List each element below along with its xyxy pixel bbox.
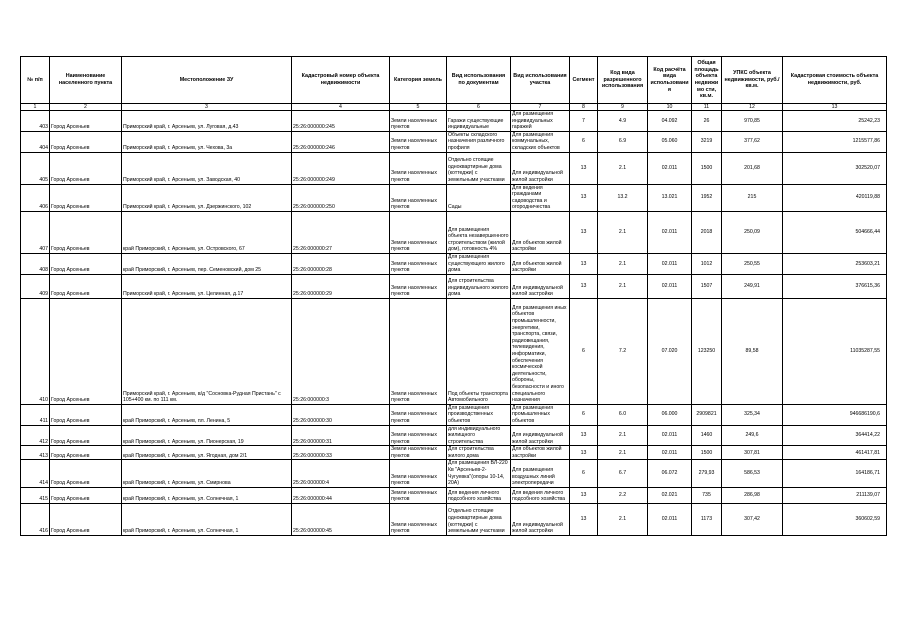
row-number-cell: 410 [21,298,50,404]
column-number: 9 [598,104,648,111]
locality-cell: Город Арсеньев [50,111,122,132]
segment-cell: 13 [570,446,598,460]
address-cell: край Приморский, г. Арсеньев, ул. Солнечная, 1 [122,503,292,535]
plot-use-cell: Для ведения личного подсобного хозяйства [511,487,570,503]
locality-cell: Город Арсеньев [50,425,122,446]
header-cell: УПКС объекта недвижимости, руб./кв.м. [722,57,783,104]
header-cell: Местоположение ЗУ [122,57,292,104]
cadastral-value-cell: 376615,36 [783,274,887,298]
vri-code-cell: 2.2 [598,487,648,503]
address-cell: край Приморский, г. Арсеньев, пл. Ленина, 5 [122,404,292,425]
header-cell: Общая площадь объекта недвижимо сти, кв.м. [692,57,722,104]
locality-cell: Город Арсеньев [50,404,122,425]
table-row [21,131,887,152]
header-cell: Категория земель [390,57,447,104]
cadastral-value-cell: 946686190,6 [783,404,887,425]
plot-use-cell: Для объектов жилой застройки [511,446,570,460]
plot-use-cell: Для размещения промышленных объектов [511,404,570,425]
plot-use-cell: Для индивидуальной жилой застройки [511,274,570,298]
column-number: 12 [722,104,783,111]
cadastral-number-cell: 25:26:000000:33 [292,446,390,460]
land-category-cell: Земли населенных пунктов [390,487,447,503]
locality-cell: Город Арсеньев [50,460,122,487]
address-cell: Приморский край, г. Арсеньев, ул. Целинная, д.17 [122,274,292,298]
upks-cell: 250,09 [722,211,783,253]
cadastral-value-sheet [20,56,886,536]
calc-code-cell: 02.021 [648,487,692,503]
row-number-cell: 412 [21,425,50,446]
area-cell: 1173 [692,503,722,535]
header-cell: № п/п [21,57,50,104]
upks-cell: 307,81 [722,446,783,460]
table-row [21,446,887,460]
header-row [21,57,887,104]
land-category-cell: Земли населенных пунктов [390,446,447,460]
address-cell: Приморский край, г. Арсеньев, ул. Заводская, 40 [122,152,292,184]
calc-code-cell: 02.011 [648,446,692,460]
cadastral-value-cell: 25242,23 [783,111,887,132]
cadastral-value-cell: 461417,81 [783,446,887,460]
vri-code-cell: 6.0 [598,404,648,425]
cadastral-number-cell: 25:26:000000:45 [292,503,390,535]
cadastral-value-cell: 420119,88 [783,184,887,211]
plot-use-cell: Для индивидуальной жилой застройки [511,425,570,446]
land-category-cell: Земли населенных пунктов [390,425,447,446]
table-row [21,425,887,446]
column-number: 4 [292,104,390,111]
cadastral-number-cell: 25:26:000000:31 [292,425,390,446]
upks-cell: 201,68 [722,152,783,184]
calc-code-cell: 02.011 [648,253,692,274]
row-number-cell: 408 [21,253,50,274]
vri-code-cell: 6.7 [598,460,648,487]
land-category-cell: Земли населенных пунктов [390,298,447,404]
vri-code-cell: 6.9 [598,131,648,152]
vri-code-cell: 2.1 [598,253,648,274]
segment-cell: 13 [570,152,598,184]
document-use-cell: для индивидуального жилищного строительства [447,425,511,446]
address-cell: край Приморский, г. Арсеньев, пер. Семеновский, дом 25 [122,253,292,274]
land-category-cell: Земли населенных пунктов [390,111,447,132]
address-cell: Приморский край, г. Арсеньев, ул. Дзержинского, 102 [122,184,292,211]
column-number: 3 [122,104,292,111]
calc-code-cell: 04.092 [648,111,692,132]
cadastral-value-cell: 360602,59 [783,503,887,535]
segment-cell: 6 [570,460,598,487]
table-row [21,298,887,404]
plot-use-cell: Для объектов жилой застройки [511,211,570,253]
header-cell: Сегмент [570,57,598,104]
document-use-cell: Для строительства жилого дома [447,446,511,460]
column-number: 7 [511,104,570,111]
segment-cell: 13 [570,253,598,274]
address-cell: край Приморский, г. Арсеньев, ул. Смирнова [122,460,292,487]
header-cell: Вид использования участка [511,57,570,104]
cadastral-number-cell: 25:26:000000:250 [292,184,390,211]
document-use-cell: Для ведения личного подсобного хозяйства [447,487,511,503]
vri-code-cell: 2.1 [598,211,648,253]
row-number-cell: 414 [21,460,50,487]
cadastral-number-cell: 25:26:000000:29 [292,274,390,298]
row-number-cell: 416 [21,503,50,535]
segment-cell: 13 [570,274,598,298]
cadastral-value-cell: 253603,21 [783,253,887,274]
vri-code-cell: 4.9 [598,111,648,132]
row-number-cell: 403 [21,111,50,132]
upks-cell: 250,55 [722,253,783,274]
calc-code-cell: 05.060 [648,131,692,152]
upks-cell: 249,91 [722,274,783,298]
locality-cell: Город Арсеньев [50,253,122,274]
area-cell: 26 [692,111,722,132]
segment-cell: 13 [570,503,598,535]
document-use-cell: Для строительства индивидуального жилого дома [447,274,511,298]
land-category-cell: Земли населенных пунктов [390,460,447,487]
area-cell: 2909821 [692,404,722,425]
area-cell: 123250 [692,298,722,404]
land-category-cell: Земли населенных пунктов [390,184,447,211]
cadastral-number-cell: 25:26:000000:245 [292,111,390,132]
document-use-cell: Под объекты транспорта Автомобильного [447,298,511,404]
upks-cell: 307,42 [722,503,783,535]
document-use-cell: Для размещения существующего жилого дома [447,253,511,274]
table-row [21,184,887,211]
upks-cell: 970,85 [722,111,783,132]
vri-code-cell: 2.1 [598,425,648,446]
area-cell: 3219 [692,131,722,152]
land-category-cell: Земли населенных пунктов [390,274,447,298]
row-number-cell: 415 [21,487,50,503]
calc-code-cell: 02.011 [648,152,692,184]
vri-code-cell: 2.1 [598,503,648,535]
plot-use-cell: Для объектов жилой застройки [511,253,570,274]
cadastral-value-cell: 1215577,86 [783,131,887,152]
column-number: 2 [50,104,122,111]
segment-cell: 6 [570,131,598,152]
upks-cell: 286,98 [722,487,783,503]
table-row [21,253,887,274]
segment-cell: 13 [570,487,598,503]
cadastral-value-cell: 11035287,55 [783,298,887,404]
cadastral-number-cell: 25:26:000000:28 [292,253,390,274]
area-cell: 1012 [692,253,722,274]
area-cell: 2018 [692,211,722,253]
table-row [21,111,887,132]
land-category-cell: Земли населенных пунктов [390,152,447,184]
locality-cell: Город Арсеньев [50,131,122,152]
table-body [21,111,887,536]
document-use-cell: Сады [447,184,511,211]
segment-cell: 13 [570,425,598,446]
vri-code-cell: 2.1 [598,446,648,460]
calc-code-cell: 07.020 [648,298,692,404]
calc-code-cell: 02.011 [648,211,692,253]
row-number-cell: 413 [21,446,50,460]
plot-use-cell: Для размещения иных объектов промышленности, энергетики, транспорта, связи, радиовещания, телевидения, информатики, обеспечения космической деятельности, обороны, безопасности и иного специального назначения [511,298,570,404]
area-cell: 1460 [692,425,722,446]
land-category-cell: Земли населенных пунктов [390,253,447,274]
address-cell: край Приморский, г. Арсеньев, ул. Пионерская, 19 [122,425,292,446]
area-cell: 735 [692,487,722,503]
plot-use-cell: Для индивидуальной жилой застройки [511,152,570,184]
table-row [21,211,887,253]
column-number: 8 [570,104,598,111]
vri-code-cell: 7.2 [598,298,648,404]
upks-cell: 377,62 [722,131,783,152]
address-cell: Приморский край, г. Арсеньев, ул. Чехова, 3а [122,131,292,152]
vri-code-cell: 13.2 [598,184,648,211]
locality-cell: Город Арсеньев [50,184,122,211]
segment-cell: 7 [570,111,598,132]
calc-code-cell: 06.000 [648,404,692,425]
area-cell: 1500 [692,446,722,460]
calc-code-cell: 02.011 [648,503,692,535]
column-number: 1 [21,104,50,111]
document-use-cell: Отдельно стоящие одноквартирные дома (коттеджи) с земельными участками [447,152,511,184]
calc-code-cell: 02.011 [648,425,692,446]
table-row [21,503,887,535]
address-cell: Приморский край, г. Арсеньев, ул. Луговая, д.43 [122,111,292,132]
locality-cell: Город Арсеньев [50,487,122,503]
area-cell: 1507 [692,274,722,298]
header-cell: Кадастровый номер объекта недвижимости [292,57,390,104]
land-category-cell: Земли населенных пунктов [390,211,447,253]
cadastral-table [20,56,887,536]
area-cell: 1500 [692,152,722,184]
cadastral-value-cell: 164186,71 [783,460,887,487]
document-use-cell: Объекты складского назначения различного профиля [447,131,511,152]
plot-use-cell: Для размещения индивидуальных гаражей [511,111,570,132]
document-use-cell: Для размещения ВЛ-220 Кв "Арсеньев-2-Чугуевка"(опоры 10-14, 20А) [447,460,511,487]
cadastral-value-cell: 364414,22 [783,425,887,446]
area-cell: 1952 [692,184,722,211]
address-cell: Приморский край, г. Арсеньев, в/д "Сосновка-Рудная Пристань" с 105+400 км. по 111 км. [122,298,292,404]
area-cell: 279,93 [692,460,722,487]
table-row [21,487,887,503]
row-number-cell: 406 [21,184,50,211]
segment-cell: 13 [570,184,598,211]
upks-cell: 586,53 [722,460,783,487]
cadastral-value-cell: 302520,07 [783,152,887,184]
vri-code-cell: 2.1 [598,274,648,298]
locality-cell: Город Арсеньев [50,274,122,298]
table-row [21,460,887,487]
cadastral-value-cell: 504666,44 [783,211,887,253]
locality-cell: Город Арсеньев [50,152,122,184]
table-row [21,404,887,425]
table-row [21,274,887,298]
row-number-cell: 407 [21,211,50,253]
document-use-cell: Для размещения объекта незавершенного строительством (жилой дом), готовность 4% [447,211,511,253]
plot-use-cell: Для размещения коммунальных, складских объектов [511,131,570,152]
calc-code-cell: 06.072 [648,460,692,487]
cadastral-number-cell: 25:26:000000:246 [292,131,390,152]
plot-use-cell: Для размещения воздушных линий электропередачи [511,460,570,487]
calc-code-cell: 02.011 [648,274,692,298]
address-cell: край Приморский, г. Арсеньев, ул. Солнечная, 1 [122,487,292,503]
column-number: 10 [648,104,692,111]
land-category-cell: Земли населенных пунктов [390,503,447,535]
row-number-cell: 411 [21,404,50,425]
header-cell: Наименование населенного пункта [50,57,122,104]
vri-code-cell: 2.1 [598,152,648,184]
cadastral-number-cell: 25:26:000000:249 [292,152,390,184]
address-cell: край Приморский, г. Арсеньев, ул. Островского, 67 [122,211,292,253]
column-number-row [21,104,887,111]
header-cell: Кадастровая стоимость объекта недвижимости, руб. [783,57,887,104]
land-category-cell: Земли населенных пунктов [390,404,447,425]
upks-cell: 89,58 [722,298,783,404]
locality-cell: Город Арсеньев [50,503,122,535]
row-number-cell: 404 [21,131,50,152]
upks-cell: 249,6 [722,425,783,446]
locality-cell: Город Арсеньев [50,446,122,460]
table-row [21,152,887,184]
column-number: 5 [390,104,447,111]
row-number-cell: 409 [21,274,50,298]
address-cell: край Приморский, г. Арсеньев, ул. Ягодная, дом 2/1 [122,446,292,460]
cadastral-number-cell: 25:26:000000:30 [292,404,390,425]
row-number-cell: 405 [21,152,50,184]
header-cell: Код расчёта вида использования [648,57,692,104]
calc-code-cell: 13.021 [648,184,692,211]
segment-cell: 6 [570,298,598,404]
plot-use-cell: Для ведения гражданами садоводства и огородничества [511,184,570,211]
plot-use-cell: Для индивидуальной жилой застройки [511,503,570,535]
locality-cell: Город Арсеньев [50,211,122,253]
header-cell: Вид использования по документам [447,57,511,104]
segment-cell: 13 [570,211,598,253]
column-number: 6 [447,104,511,111]
column-number: 11 [692,104,722,111]
column-number: 13 [783,104,887,111]
cadastral-number-cell: 25:26:000000:27 [292,211,390,253]
document-use-cell: Гаражи существующие индивидуальные [447,111,511,132]
cadastral-number-cell: 25:26:000000:44 [292,487,390,503]
header-cell: Код вида разрешенного использования [598,57,648,104]
land-category-cell: Земли населенных пунктов [390,131,447,152]
locality-cell: Город Арсеньев [50,298,122,404]
document-use-cell: Для размещения производственных объектов [447,404,511,425]
segment-cell: 6 [570,404,598,425]
cadastral-number-cell: 25:26:000000:3 [292,298,390,404]
upks-cell: 215 [722,184,783,211]
cadastral-number-cell: 25:26:000000:4 [292,460,390,487]
document-use-cell: Отдельно стоящие одноквартирные дома (коттеджи) с земельными участками [447,503,511,535]
upks-cell: 325,34 [722,404,783,425]
cadastral-value-cell: 211139,07 [783,487,887,503]
